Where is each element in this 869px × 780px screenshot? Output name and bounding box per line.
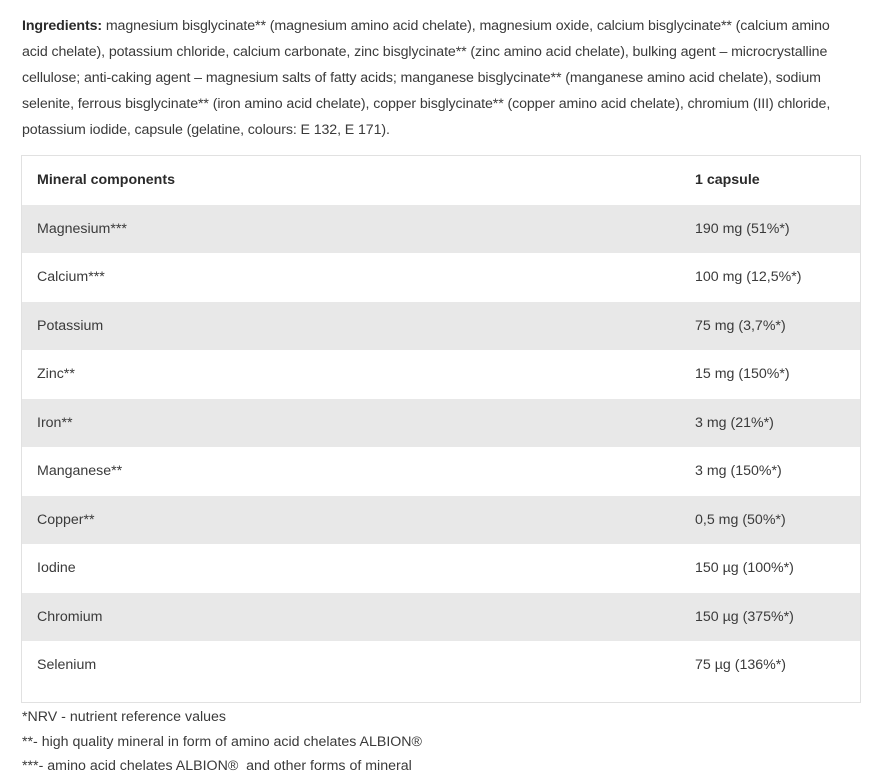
row-value: 3 mg (150%*) — [695, 463, 782, 480]
table-header-row — [22, 156, 860, 205]
ingredients-label: Ingredients: — [22, 18, 102, 34]
table-row — [22, 496, 860, 545]
footnotes — [22, 705, 862, 779]
footnote-albion-chelates: **- high quality mineral in form of amino acid chelates ALBION® — [22, 733, 423, 750]
row-name: Potassium — [37, 317, 104, 334]
row-name: Selenium — [37, 657, 97, 674]
ingredients-paragraph — [22, 13, 857, 143]
mineral-components-table — [21, 155, 861, 703]
row-value: 150 µg (100%*) — [695, 560, 794, 577]
row-value: 100 mg (12,5%*) — [695, 269, 802, 286]
table-row — [22, 302, 860, 351]
table-row — [22, 544, 860, 593]
table-row — [22, 205, 860, 254]
table-row — [22, 447, 860, 496]
row-name: Manganese** — [37, 463, 123, 480]
row-name: Magnesium*** — [37, 220, 127, 237]
header-mineral-components: Mineral components — [37, 172, 175, 189]
table-row — [22, 641, 860, 690]
row-name: Iodine — [37, 560, 76, 577]
row-value: 150 µg (375%*) — [695, 608, 794, 625]
row-name: Calcium*** — [37, 269, 105, 286]
row-name: Chromium — [37, 608, 103, 625]
ingredients-text: magnesium bisglycinate** (magnesium amino acid chelate), magnesium oxide, calcium bisglycinate** (calcium amino acid chelate), potassium chloride, calcium carbonate, zinc bisglycinate** (zinc amino acid chelate), bulking agent – microcrystalline cellulose; anti-caking agent – magnesium salts of fatty acids; manganese bisglycinate** (manganese amino acid chelate), sodium selenite, ferrous bisglycinate** (iron amino acid chelate), copper bisglycinate** (copper amino acid chelate), chromium (III) chloride, potassium iodide, capsule (gelatine, colours: E 132, E 171). — [22, 18, 831, 138]
header-1-capsule: 1 capsule — [695, 172, 760, 189]
table-row — [22, 350, 860, 399]
table-row — [22, 593, 860, 642]
row-name: Copper** — [37, 511, 95, 528]
footnote-nrv: *NRV - nutrient reference values — [22, 709, 226, 725]
row-value: 3 mg (21%*) — [695, 414, 774, 431]
row-name: Zinc** — [37, 366, 75, 383]
row-value: 15 mg (150%*) — [695, 366, 790, 383]
row-name: Iron** — [37, 414, 73, 431]
row-value: 75 mg (3,7%*) — [695, 317, 786, 334]
row-value: 75 µg (136%*) — [695, 657, 786, 674]
row-value: 0,5 mg (50%*) — [695, 511, 786, 528]
footnote-albion-other-forms: ***- amino acid chelates ALBION® and other forms of mineral — [22, 758, 412, 774]
row-value: 190 mg (51%*) — [695, 220, 790, 237]
table-row — [22, 253, 860, 302]
table-row — [22, 399, 860, 448]
